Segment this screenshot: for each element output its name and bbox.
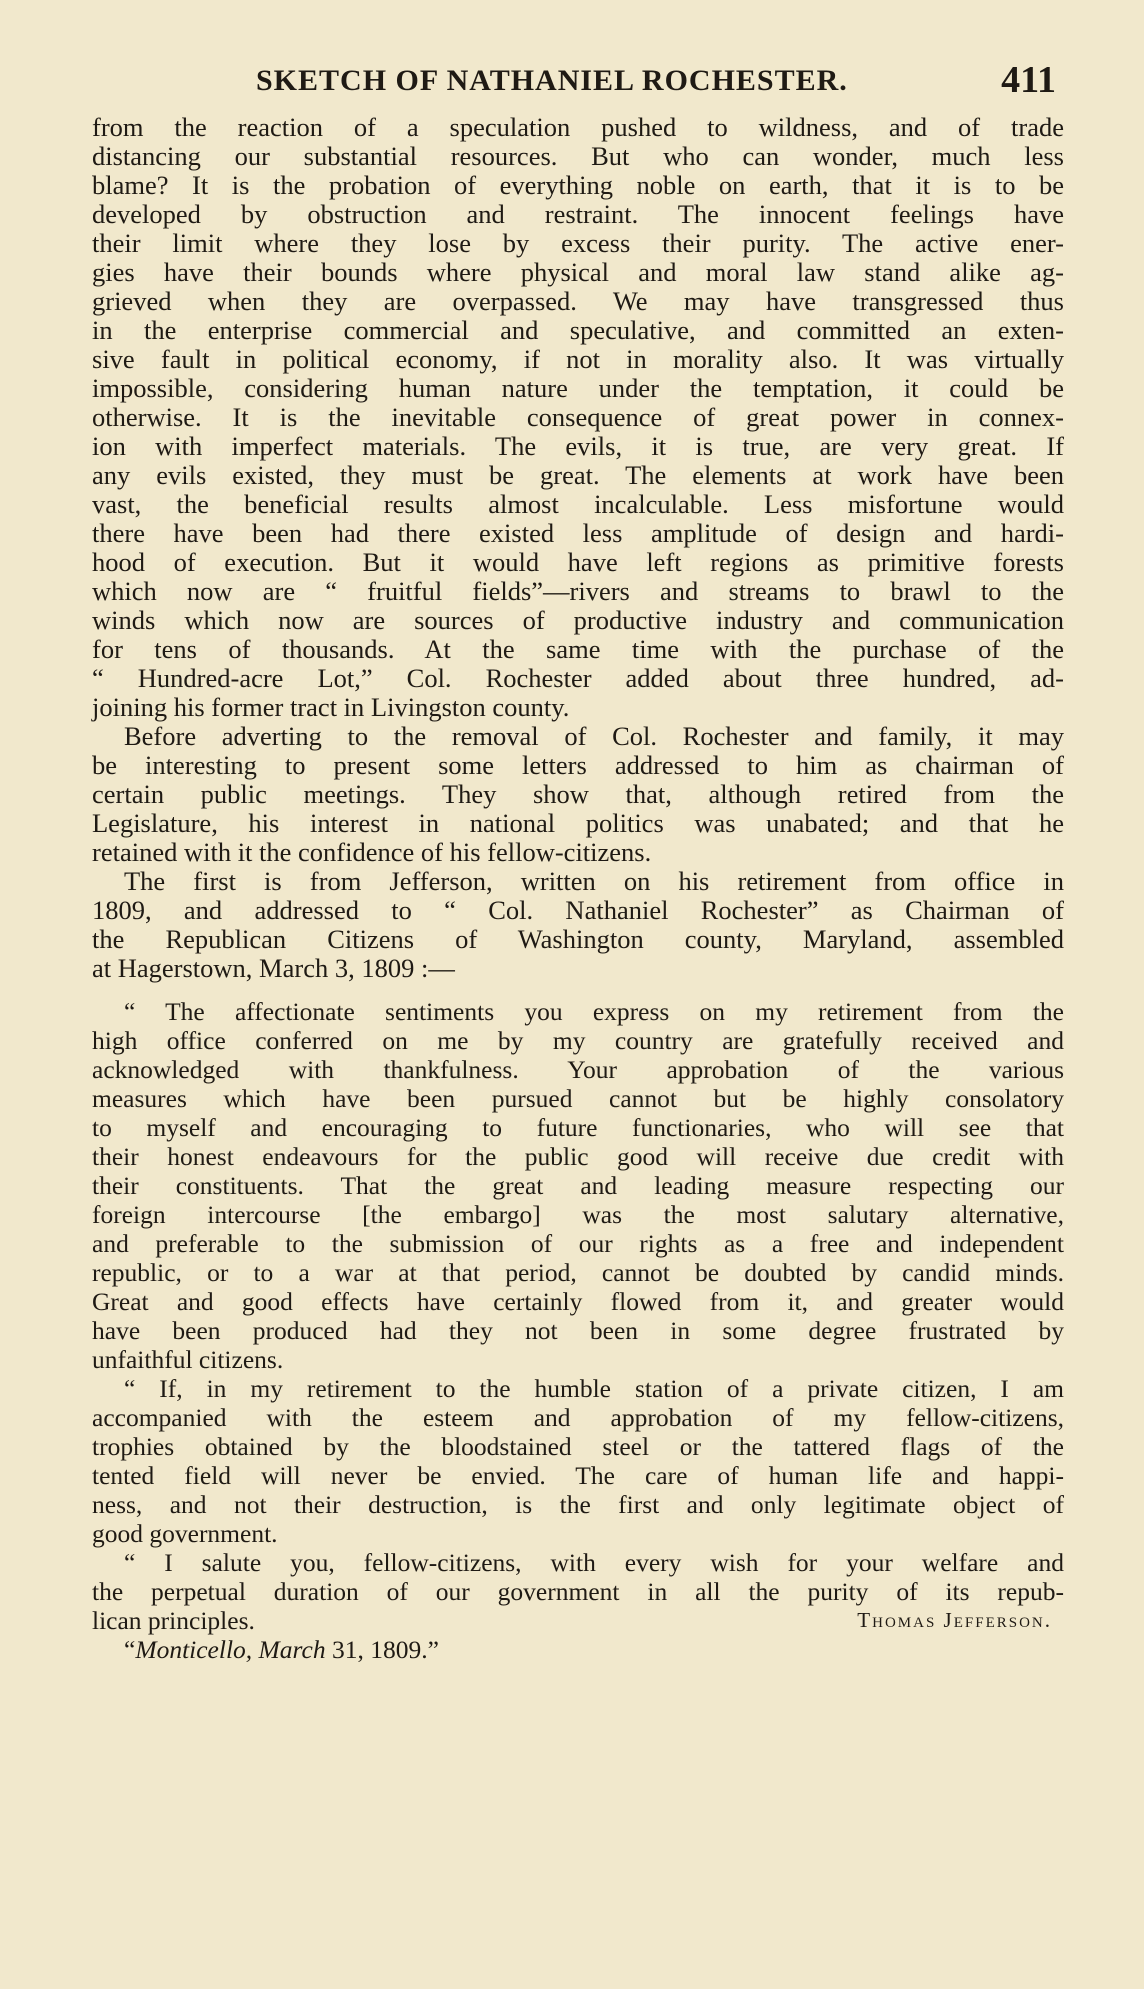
letter-line: Great and good effects have certainly flowed from it, and greater would: [92, 1287, 1064, 1316]
text-line: The first is from Jefferson, written on his retirement from office in: [124, 866, 1064, 896]
text-line: joining his former tract in Livingston county.: [92, 692, 570, 722]
letter-line: acknowledged with thankfulness. Your approbation of the various: [92, 1055, 1064, 1084]
dateline-rest: 31, 1809.”: [325, 1635, 439, 1664]
letter-line: to myself and encouraging to future functionaries, who will see that: [92, 1113, 1064, 1142]
text-line: any evils existed, they must be great. The elements at work have been: [92, 460, 1064, 490]
text-line: certain public meetings. They show that, although retired from the: [92, 779, 1064, 809]
letter-line: tented field will never be envied. The care of human life and happi-: [92, 1461, 1064, 1490]
text-line: sive fault in political economy, if not in morality also. It was virtually: [92, 344, 1064, 374]
text-line: impossible, considering human nature under the temptation, it could be: [92, 373, 1064, 403]
text-line: distancing our substantial resources. But who can wonder, much less: [92, 141, 1064, 171]
letter-line: foreign intercourse [the embargo] was the most salutary alternative,: [92, 1200, 1064, 1229]
letter-line: good government.: [92, 1519, 278, 1548]
page-number: 411: [1001, 59, 1056, 101]
text-line: hood of execution. But it would have left regions as primitive forests: [92, 547, 1064, 577]
letter-line: have been produced had they not been in some degree frustrated by: [92, 1316, 1064, 1345]
letter-line: ness, and not their destruction, is the first and only legitimate object of: [92, 1490, 1064, 1519]
dateline-open-quote: “: [124, 1635, 136, 1664]
text-line: be interesting to present some letters addressed to him as chairman of: [92, 750, 1064, 780]
text-line: vast, the beneficial results almost incalculable. Less misfortune would: [92, 489, 1064, 519]
letter-line: high office conferred on me by my country are gratefully received and: [92, 1026, 1064, 1055]
text-line: for tens of thousands. At the same time with the purchase of the: [92, 634, 1064, 664]
text-line: the Republican Citizens of Washington county, Maryland, assembled: [92, 924, 1064, 954]
text-line: from the reaction of a speculation pushed to wildness, and of trade: [92, 112, 1064, 142]
text-line: “ Hundred-acre Lot,” Col. Rochester added about three hundred, ad-: [92, 663, 1064, 693]
text-line: blame? It is the probation of everything noble on earth, that it is to be: [92, 170, 1064, 200]
letter-line: lican principles.: [92, 1606, 255, 1635]
text-line: gies have their bounds where physical and moral law stand alike ag-: [92, 257, 1064, 287]
text-line: 1809, and addressed to “ Col. Nathaniel Rochester” as Chairman of: [92, 895, 1064, 925]
text-line: which now are “ fruitful fields”—rivers and streams to brawl to the: [92, 576, 1064, 606]
text-line: in the enterprise commercial and speculative, and committed an exten-: [92, 315, 1064, 345]
running-title: SKETCH OF NATHANIEL ROCHESTER.: [256, 64, 848, 97]
text-line: developed by obstruction and restraint. The innocent feelings have: [92, 199, 1064, 229]
letter-line: trophies obtained by the bloodstained steel or the tattered flags of the: [92, 1432, 1064, 1461]
signature: Thomas Jefferson.: [857, 1608, 1052, 1632]
text-line: ion with imperfect materials. The evils, it is true, are very great. If: [92, 431, 1064, 461]
letter-line: “ The affectionate sentiments you express on my retirement from the: [124, 997, 1064, 1026]
dateline-place: Monticello, March: [135, 1635, 326, 1664]
text-line: retained with it the confidence of his fellow-citizens.: [92, 837, 652, 867]
text-line: their limit where they lose by excess their purity. The active ener-: [92, 228, 1064, 258]
letter-line: measures which have been pursued cannot but be highly consolatory: [92, 1084, 1064, 1113]
text-line: winds which now are sources of productive industry and communication: [92, 605, 1064, 635]
letter-line: their honest endeavours for the public good will receive due credit with: [92, 1142, 1064, 1171]
letter-line: “ If, in my retirement to the humble station of a private citizen, I am: [124, 1374, 1064, 1403]
letter-line: “ I salute you, fellow-citizens, with every wish for your welfare and: [124, 1548, 1064, 1577]
text-line: otherwise. It is the inevitable consequence of great power in connex-: [92, 402, 1064, 432]
text-line: Legislature, his interest in national politics was unabated; and that he: [92, 808, 1064, 838]
text-line: there have been had there existed less amplitude of design and hardi-: [92, 518, 1064, 548]
letter-line: republic, or to a war at that period, cannot be doubted by candid minds.: [92, 1258, 1064, 1287]
running-head: [92, 58, 1064, 108]
text-line: at Hagerstown, March 3, 1809 :—: [92, 953, 455, 983]
text-line: grieved when they are overpassed. We may have transgressed thus: [92, 286, 1064, 316]
letter-line: accompanied with the esteem and approbation of my fellow-citizens,: [92, 1403, 1064, 1432]
dateline: [92, 1635, 1064, 1665]
letter-line: the perpetual duration of our government in all the purity of its repub-: [92, 1577, 1064, 1606]
letter-line: unfaithful citizens.: [92, 1345, 284, 1374]
text-line: Before adverting to the removal of Col. Rochester and family, it may: [124, 721, 1064, 751]
letter-line: their constituents. That the great and leading measure respecting our: [92, 1171, 1064, 1200]
letter-line: and preferable to the submission of our rights as a free and independent: [92, 1229, 1064, 1258]
